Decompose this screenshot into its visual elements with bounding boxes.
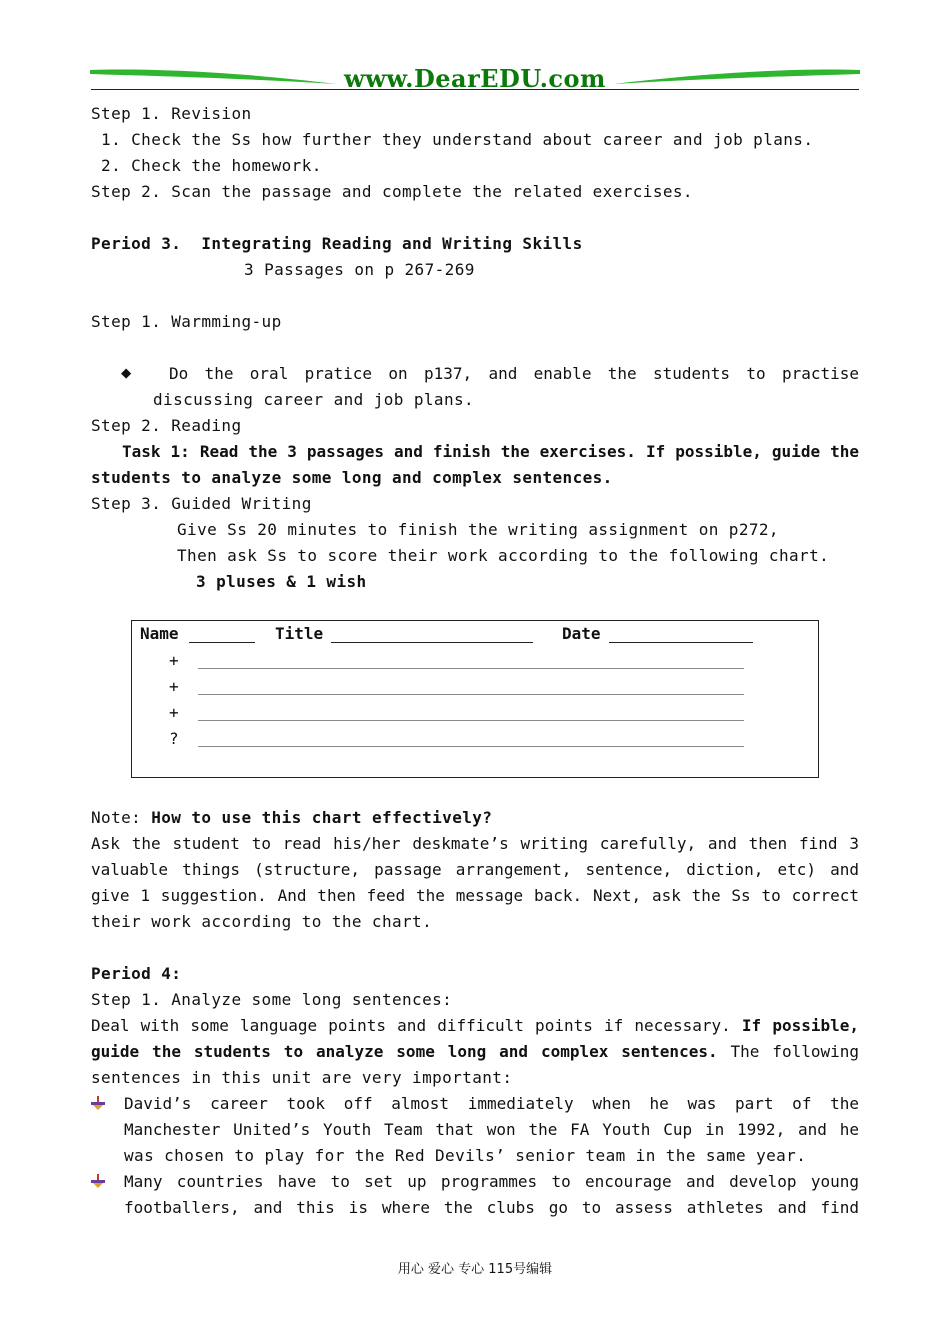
plus-mark-3: + — [169, 703, 179, 722]
revision-item-2: 2. Check the homework. — [91, 156, 322, 175]
plus-line-1[interactable] — [198, 668, 744, 669]
chart-date-field[interactable] — [609, 626, 753, 643]
writing-assignment: Give Ss 20 minutes to finish the writing assignment on p272, — [177, 520, 779, 539]
chart-title-field[interactable] — [331, 626, 533, 643]
step-revision: Step 1. Revision — [91, 104, 252, 123]
plus-mark-2: + — [169, 677, 179, 696]
oral-practice-line-1: Do the oral pratice on p137, and enable the students to practise — [169, 364, 859, 383]
plus-line-2[interactable] — [198, 694, 744, 695]
note-label: Note: — [91, 808, 142, 827]
chart-name-field[interactable] — [189, 626, 255, 643]
guide-following: The following — [730, 1042, 860, 1061]
deal-text: Deal with some language points and difficult points if necessary. — [91, 1016, 731, 1035]
chart-name-label: Name — [140, 624, 179, 643]
score-instruction: Then ask Ss to score their work according to the following chart. — [177, 546, 830, 565]
note-line — [91, 805, 492, 831]
oral-practice-line-2: discussing career and job plans. — [153, 390, 475, 409]
sentences-intro: sentences in this unit are very important: — [91, 1068, 513, 1087]
period-3-heading: Period 3. Integrating Reading and Writing Skills — [91, 234, 583, 253]
sentence-1-line-3: was chosen to play for the Red Devils’ senior team in the same year. — [124, 1146, 807, 1165]
deal-line — [91, 1013, 859, 1039]
sentence-2-line-1: Many countries have to set up programmes to encourage and develop young — [124, 1172, 859, 1191]
passages-reference: 3 Passages on p 267-269 — [244, 260, 475, 279]
sentence-1-line-1: David’s career took off almost immediately when he was part of the — [124, 1094, 859, 1113]
note-body-1: Ask the student to read his/her deskmate’s writing carefully, and then find 3 — [91, 834, 859, 853]
peer-review-chart — [131, 620, 819, 778]
sentence-2-line-2: footballers, and this is where the clubs go to assess athletes and find — [124, 1198, 859, 1217]
step-analyze: Step 1. Analyze some long sentences: — [91, 990, 453, 1009]
step-guided-writing: Step 3. Guided Writing — [91, 494, 312, 513]
deal-if-possible: If possible, — [741, 1016, 860, 1035]
note-question: How to use this chart effectively? — [151, 808, 493, 827]
wish-line[interactable] — [198, 746, 744, 747]
note-body-4: their work according to the chart. — [91, 912, 433, 931]
diamond-bullet-icon: ◆ — [121, 363, 132, 383]
step-reading: Step 2. Reading — [91, 416, 242, 435]
site-logo[interactable]: www.DearEDU.com — [344, 64, 606, 93]
step-warmup: Step 1. Warmming-up — [91, 312, 282, 331]
sentence-1-line-2: Manchester United’s Youth Team that won the FA Youth Cup in 1992, and he — [124, 1120, 859, 1139]
header-rule — [91, 89, 859, 90]
revision-item-1: 1. Check the Ss how further they understand about career and job plans. — [91, 130, 814, 149]
arrow-bullet-icon — [90, 1096, 106, 1110]
task-1-line-1: Task 1: Read the 3 passages and finish the exercises. If possible, guide the — [122, 442, 859, 461]
note-body-3: give 1 suggestion. And then feed the message back. Next, ask the Ss to correct — [91, 886, 859, 905]
wish-mark: ? — [169, 729, 179, 748]
arrow-bullet-icon — [90, 1174, 106, 1188]
plus-line-3[interactable] — [198, 720, 744, 721]
pluses-wish-title: 3 pluses & 1 wish — [196, 572, 367, 591]
task-1-line-2: students to analyze some long and complex sentences. — [91, 468, 613, 487]
chart-date-label: Date — [562, 624, 601, 643]
guide-text: guide the students to analyze some long and complex sentences. — [91, 1042, 718, 1061]
chart-title-label: Title — [275, 624, 324, 643]
note-body-2: valuable things (structure, passage arrangement, sentence, diction, etc) and — [91, 860, 859, 879]
plus-mark-1: + — [169, 651, 179, 670]
page-footer: 用心 爱心 专心 115号编辑 — [397, 1262, 553, 1277]
step-scan: Step 2. Scan the passage and complete the related exercises. — [91, 182, 693, 201]
guide-line — [91, 1039, 859, 1065]
period-4-heading: Period 4: — [91, 964, 182, 983]
